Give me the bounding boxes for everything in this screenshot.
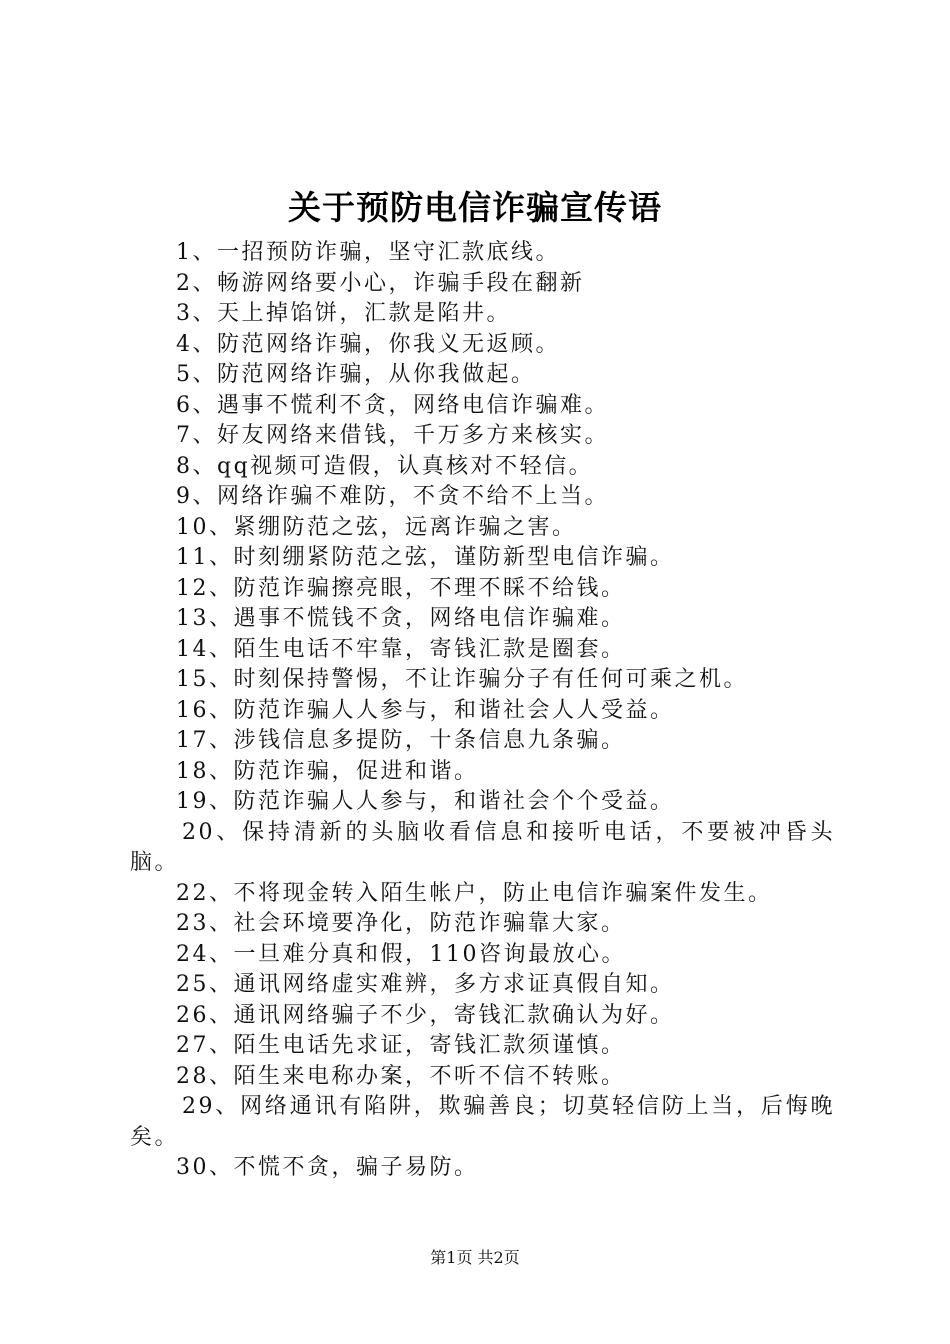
slogan-line: 12、防范诈骗擦亮眼，不理不睬不给钱。 [176,575,626,601]
slogan-line: 4、防范网络诈骗，你我义无返顾。 [176,331,560,357]
slogan-line: 6、遇事不慌利不贪，网络电信诈骗难。 [176,392,609,418]
slogan-line: 30、不慌不贪，骗子易防。 [176,1155,479,1180]
slogan-line: 16、防范诈骗人人参与，和谐社会人人受益。 [176,697,675,723]
slogan-line: 13、遇事不慌钱不贪，网络电信诈骗难。 [176,606,626,631]
slogan-line: 27、陌生电话先求证，寄钱汇款须谨慎。 [176,1033,626,1058]
slogan-line: 2、畅游网络要小心，诈骗手段在翻新 [176,270,585,296]
document-title: 关于预防电信诈骗宣传语 [288,188,662,227]
slogan-line: 29、网络通讯有陷阱，欺骗善良；切莫轻信防上当，后悔晚矣。 [130,1094,835,1150]
slogan-line: 10、紧绷防范之弦，远离诈骗之害。 [176,514,577,540]
page-footer: 第1页 共2页 [430,1248,520,1267]
slogan-line: 11、时刻绷紧防范之弦，谨防新型电信诈骗。 [176,545,675,570]
slogan-line: 24、一旦难分真和假，110咨询最放心。 [176,941,626,967]
slogan-line: 8、qq视频可造假，认真核对不轻信。 [176,453,594,479]
slogan-line: 18、防范诈骗，促进和谐。 [176,758,479,784]
slogan-line: 7、好友网络来借钱，千万多方来核实。 [176,423,609,448]
slogan-line: 20、保持清新的头脑收看信息和接听电话，不要被冲昏头脑。 [130,819,835,875]
slogan-line: 14、陌生电话不牢靠，寄钱汇款是圈套。 [176,636,626,662]
slogan-line: 1、一招预防诈骗，坚守汇款底线。 [176,240,560,265]
slogan-line: 28、陌生来电称办案，不听不信不转账。 [176,1063,626,1089]
slogan-line: 3、天上掉馅饼，汇款是陷井。 [176,301,511,326]
slogan-line: 23、社会环境要净化，防范诈骗靠大家。 [176,911,626,936]
slogan-line: 15、时刻保持警惕，不让诈骗分子有任何可乘之机。 [176,667,748,692]
slogan-line: 19、防范诈骗人人参与，和谐社会个个受益。 [176,789,675,814]
slogan-list [130,238,835,1184]
slogan-line: 17、涉钱信息多提防，十条信息九条骗。 [176,728,626,753]
slogan-line: 9、网络诈骗不难防，不贪不给不上当。 [176,484,609,509]
slogan-line: 26、通讯网络骗子不少，寄钱汇款确认为好。 [176,1002,675,1028]
slogan-line: 5、防范网络诈骗，从你我做起。 [176,362,536,387]
slogan-line: 25、通讯网络虚实难辨，多方求证真假自知。 [176,972,675,997]
slogan-line: 22、不将现金转入陌生帐户，防止电信诈骗案件发生。 [176,880,773,906]
